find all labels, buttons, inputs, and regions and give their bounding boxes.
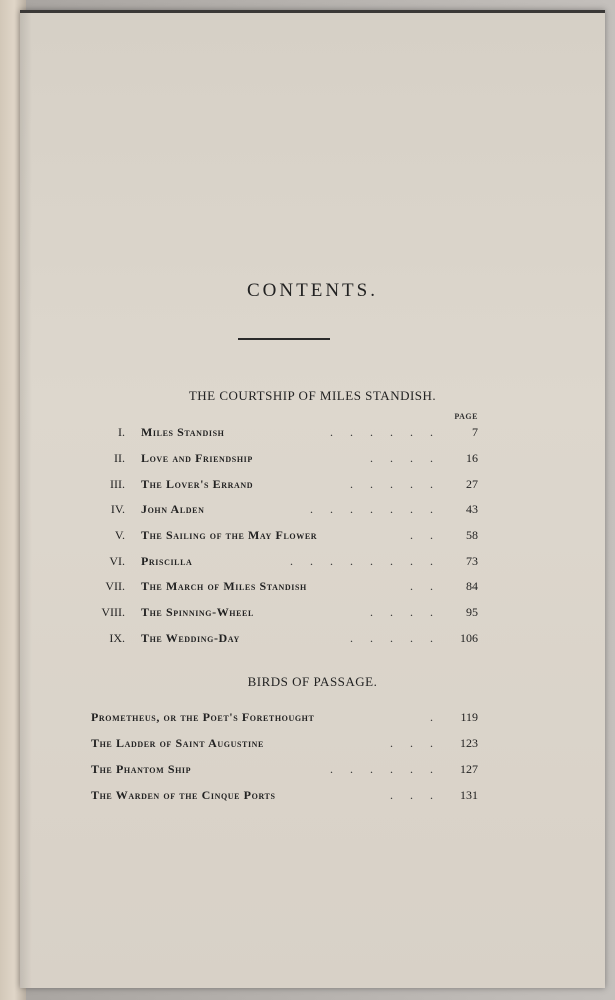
toc-chapter-number: I. <box>118 425 125 439</box>
toc-page-number: 95 <box>466 605 478 619</box>
toc-poem-title: The Ladder of Saint Augustine <box>91 736 264 750</box>
toc-row <box>20 710 605 730</box>
toc-row <box>20 502 605 522</box>
toc-page-number: 7 <box>472 425 478 439</box>
toc-page-number: 123 <box>460 736 478 750</box>
toc-page-number: 73 <box>466 554 478 568</box>
toc-row <box>20 554 605 574</box>
toc-page-number: 43 <box>466 502 478 516</box>
toc-leader-dots: . . . <box>390 788 440 802</box>
section-heading-birds: BIRDS OF PASSAGE. <box>247 674 378 689</box>
toc-page-number: 58 <box>466 528 478 542</box>
toc-chapter-title: John Alden <box>141 502 205 516</box>
toc-chapter-title: Miles Standish <box>141 425 225 439</box>
toc-chapter-number: IV. <box>110 502 125 516</box>
toc-leader-dots: . . . . . . <box>330 762 440 776</box>
toc-chapter-title: The Lover's Errand <box>141 477 254 491</box>
section-heading-courtship: THE COURTSHIP OF MILES STANDISH. <box>188 388 437 403</box>
toc-row <box>20 425 605 445</box>
toc-row <box>20 605 605 625</box>
toc-chapter-title: The Wedding-Day <box>141 631 240 645</box>
toc-poem-title: Prometheus, or the Poet's Forethought <box>91 710 315 724</box>
toc-chapter-number: III. <box>110 477 125 491</box>
toc-leader-dots: . . <box>410 528 440 542</box>
toc-leader-dots: . . . <box>390 736 440 750</box>
page-gutter-shadow <box>20 13 32 988</box>
toc-page-number: 119 <box>460 710 478 724</box>
toc-page-number: 16 <box>466 451 478 465</box>
toc-leader-dots: . . . . . . . <box>310 502 440 516</box>
toc-chapter-number: II. <box>114 451 125 465</box>
toc-row <box>20 579 605 599</box>
page-column-label: PAGE <box>454 412 478 421</box>
toc-page-number: 131 <box>460 788 478 802</box>
toc-chapter-title: The Sailing of the May Flower <box>141 528 318 542</box>
toc-leader-dots: . . . . . <box>350 477 440 491</box>
toc-leader-dots: . <box>430 710 440 724</box>
toc-chapter-title: The March of Miles Standish <box>141 579 307 593</box>
toc-chapter-number: V. <box>114 528 125 542</box>
toc-row <box>20 477 605 497</box>
toc-row <box>20 528 605 548</box>
title-rule <box>238 338 330 340</box>
toc-row <box>20 762 605 782</box>
page-title: CONTENTS. <box>247 280 378 301</box>
toc-poem-title: The Phantom Ship <box>91 762 192 776</box>
toc-chapter-number: IX. <box>109 631 125 645</box>
toc-chapter-title: The Spinning-Wheel <box>141 605 254 619</box>
toc-poem-title: The Warden of the Cinque Ports <box>91 788 276 802</box>
book-page <box>20 10 605 988</box>
toc-leader-dots: . . . . . . . . <box>290 554 440 568</box>
toc-chapter-number: VII. <box>105 579 125 593</box>
toc-page-number: 27 <box>466 477 478 491</box>
toc-chapter-number: VI. <box>109 554 125 568</box>
toc-leader-dots: . . . . <box>370 451 440 465</box>
toc-leader-dots: . . . . <box>370 605 440 619</box>
toc-page-number: 106 <box>460 631 478 645</box>
toc-row <box>20 736 605 756</box>
toc-row <box>20 631 605 651</box>
toc-leader-dots: . . . . . <box>350 631 440 645</box>
toc-chapter-title: Love and Friendship <box>141 451 253 465</box>
toc-leader-dots: . . <box>410 579 440 593</box>
toc-leader-dots: . . . . . . <box>330 425 440 439</box>
toc-page-number: 127 <box>460 762 478 776</box>
toc-chapter-number: VIII. <box>101 605 125 619</box>
toc-chapter-title: Priscilla <box>141 554 193 568</box>
toc-row <box>20 451 605 471</box>
toc-page-number: 84 <box>466 579 478 593</box>
toc-row <box>20 788 605 808</box>
